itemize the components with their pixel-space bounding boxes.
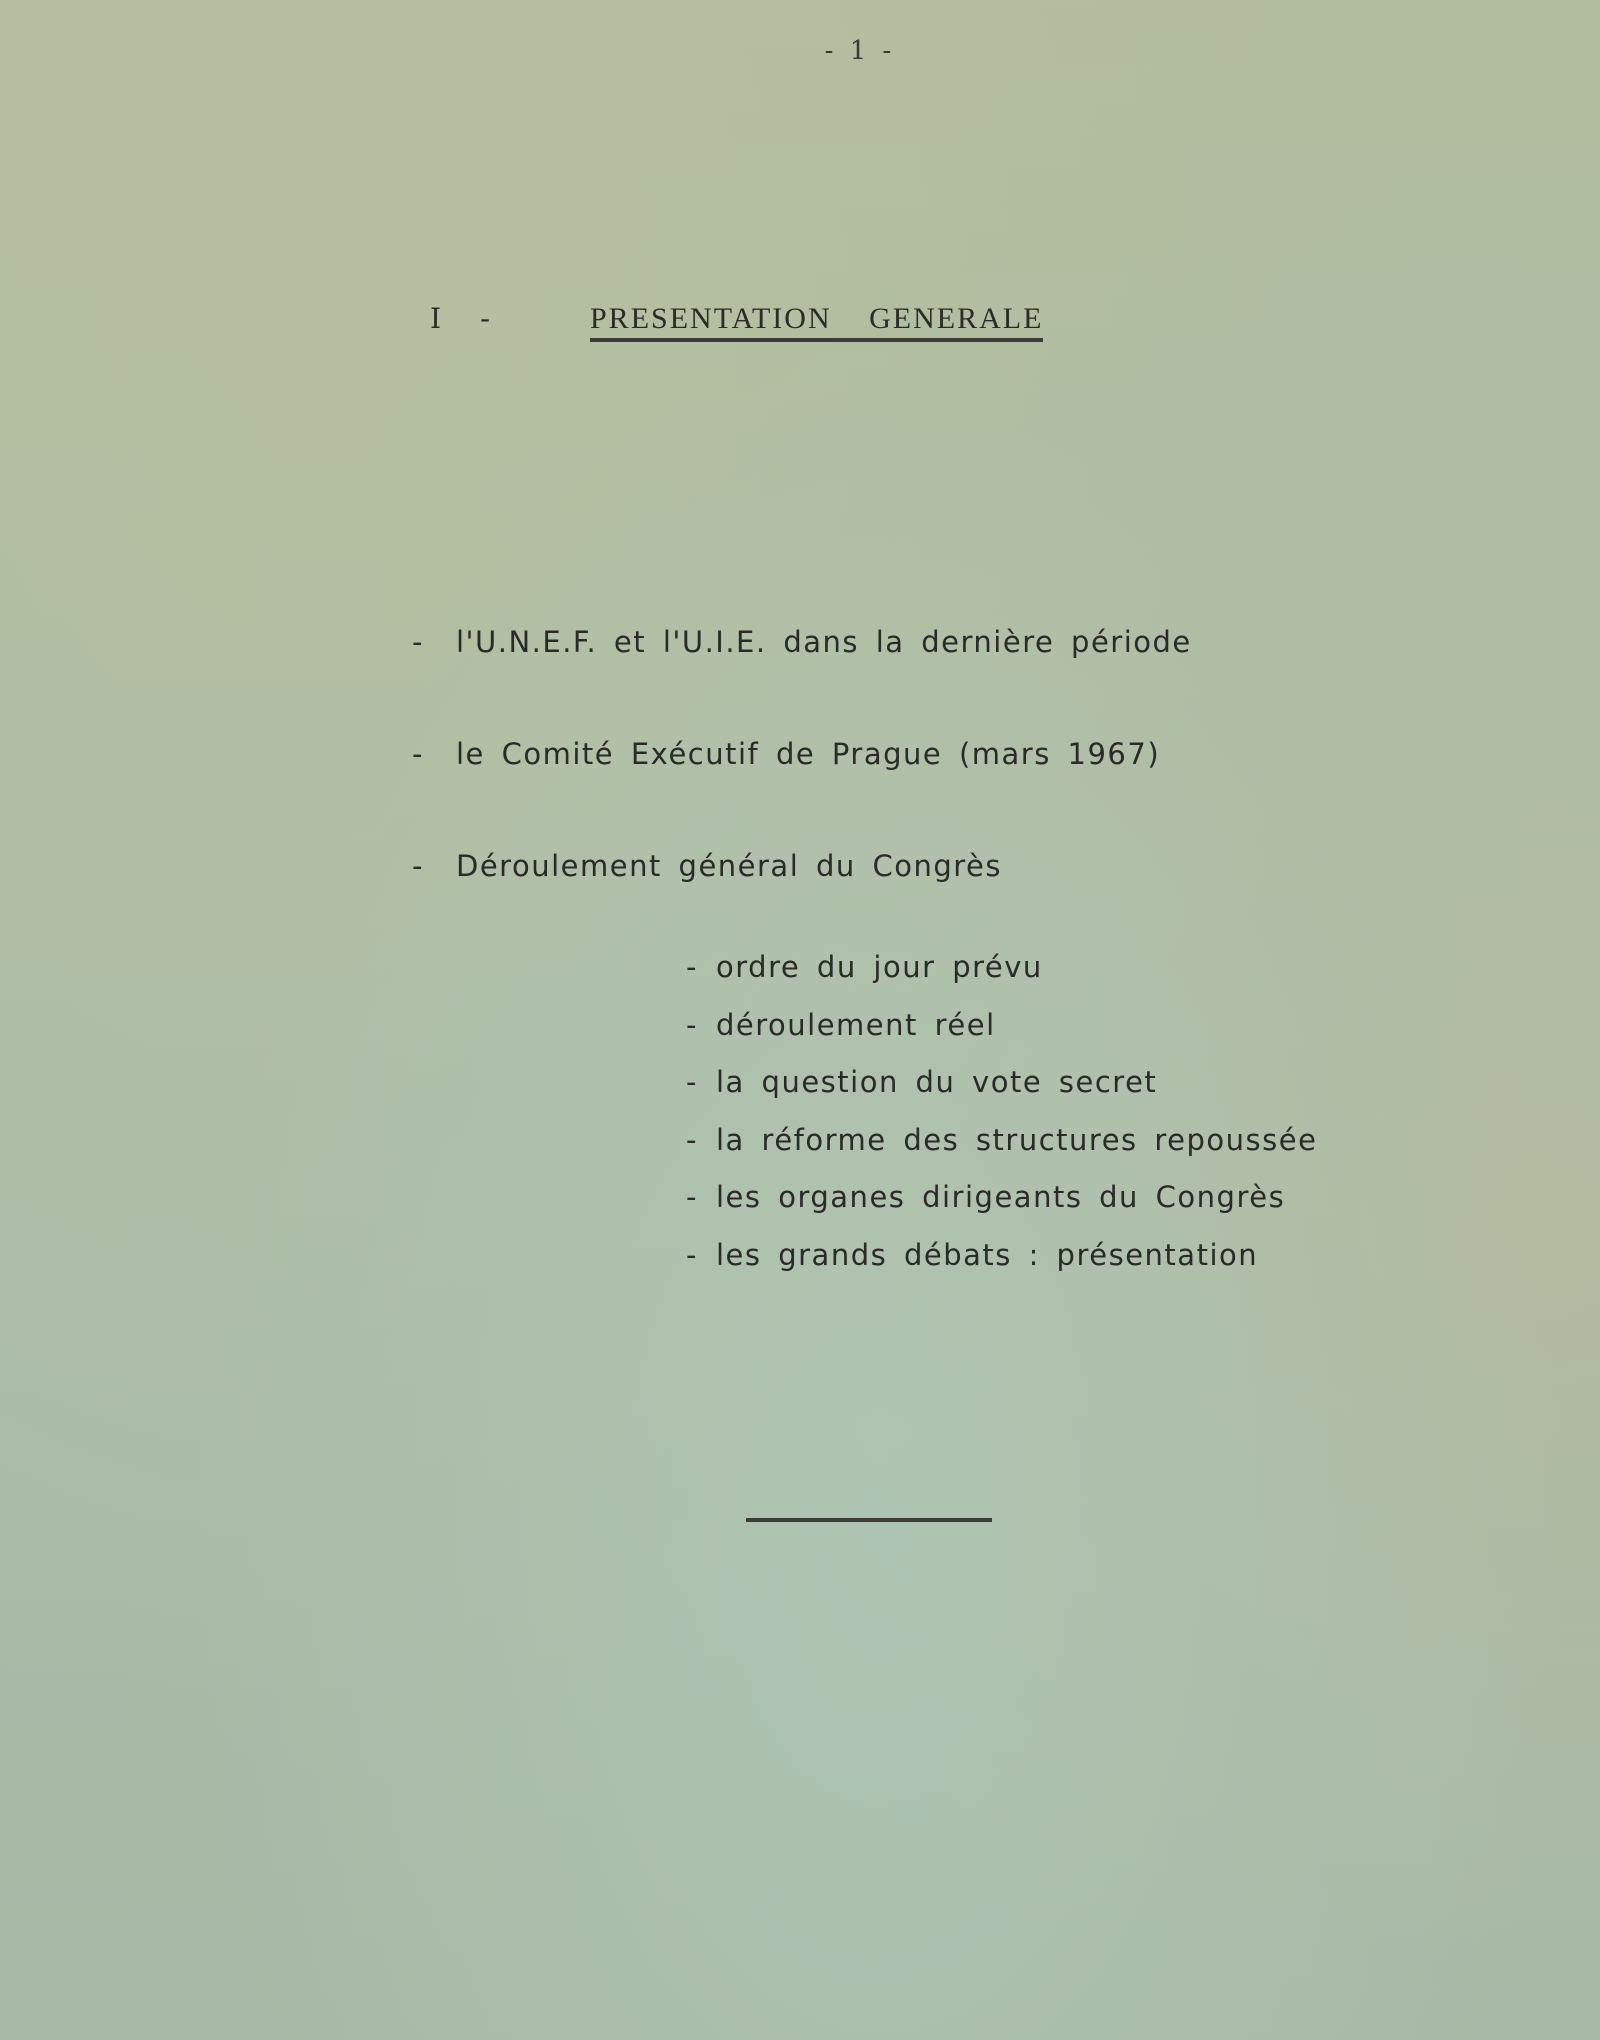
closing-rule (746, 1518, 992, 1522)
section-dash: - (480, 302, 491, 335)
sub-list-item (686, 950, 1317, 1008)
sub-topic-list (686, 950, 1317, 1296)
topic-list (412, 625, 1192, 961)
sub-list-item-text: ordre du jour prévu (716, 950, 1043, 984)
sub-list-item-text: déroulement réel (716, 1007, 996, 1042)
section-heading (430, 302, 1043, 342)
sub-list-item (686, 1180, 1317, 1238)
sub-list-item (686, 1008, 1317, 1066)
sub-list-bullet: - (686, 950, 698, 984)
sub-list-item-text: la question du vote secret (716, 1065, 1158, 1100)
section-title: PRESENTATION GENERALE (590, 302, 1043, 342)
page-number: - 1 - (824, 36, 896, 66)
list-item (412, 849, 1192, 961)
sub-list-item (686, 1238, 1317, 1296)
sub-list-item-text: la réforme des structures repoussée (716, 1122, 1318, 1157)
list-item (412, 737, 1192, 849)
section-numeral: I (430, 302, 442, 335)
list-item (412, 625, 1192, 737)
sub-list-item-text: les organes dirigeants du Congrès (716, 1180, 1286, 1215)
sub-list-bullet: - (686, 1237, 698, 1272)
sub-list-bullet: - (686, 1180, 698, 1215)
sub-list-item-text: les grands débats : présentation (716, 1237, 1259, 1272)
list-bullet: - (412, 849, 424, 883)
list-item-text: l'U.N.E.F. et l'U.I.E. dans la dernière période (456, 625, 1192, 659)
sub-list-item (686, 1123, 1317, 1181)
sub-list-bullet: - (686, 1007, 698, 1042)
sub-list-item (686, 1065, 1317, 1123)
sub-list-bullet: - (686, 1065, 698, 1100)
list-bullet: - (412, 625, 424, 659)
list-item-text: le Comité Exécutif de Prague (mars 1967) (456, 737, 1161, 771)
list-bullet: - (412, 737, 424, 771)
sub-list-bullet: - (686, 1122, 698, 1157)
list-item-text: Déroulement général du Congrès (456, 849, 1003, 883)
